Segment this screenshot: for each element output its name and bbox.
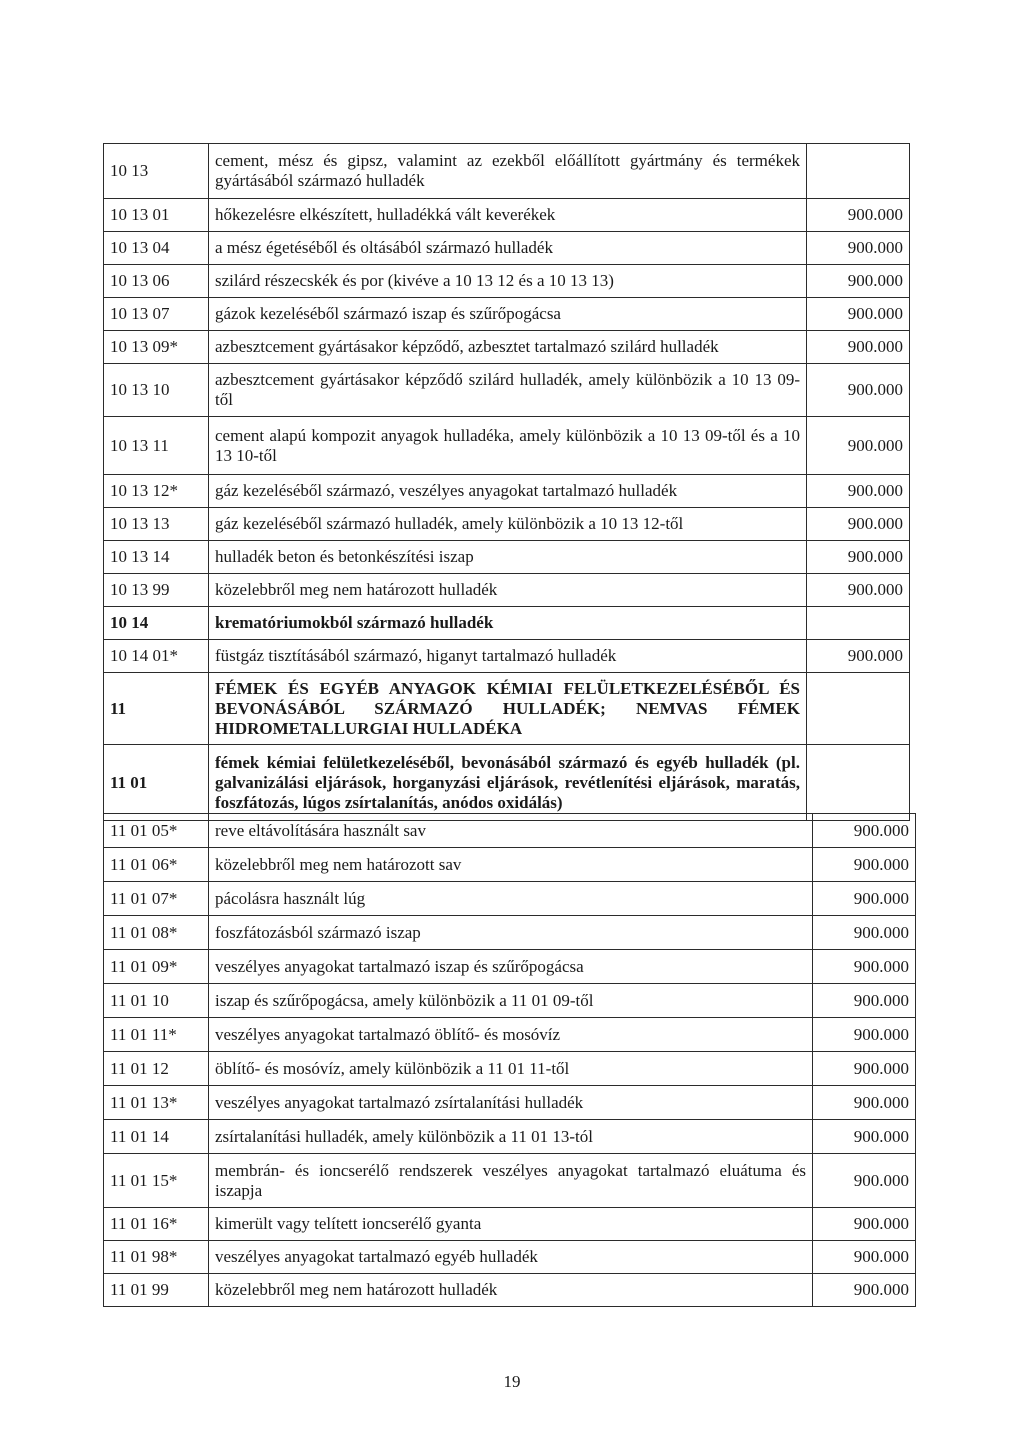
waste-code: 10 13 06	[104, 265, 209, 298]
table-row	[104, 848, 916, 882]
waste-description: hulladék beton és betonkészítési iszap	[209, 541, 807, 574]
waste-code: 10 13 12*	[104, 475, 209, 508]
waste-code: 10 13 99	[104, 574, 209, 607]
table-row	[104, 1018, 916, 1052]
waste-code: 11 01 16*	[104, 1208, 209, 1241]
waste-description: közelebbről meg nem határozott hulladék	[209, 1274, 813, 1307]
waste-amount: 900.000	[807, 265, 910, 298]
waste-amount: 900.000	[807, 508, 910, 541]
waste-code: 10 13 10	[104, 364, 209, 417]
waste-description: pácolásra használt lúg	[209, 882, 813, 916]
table-row	[104, 1208, 916, 1241]
waste-amount: 900.000	[813, 1154, 916, 1208]
waste-description: kimerült vagy telített ioncserélő gyanta	[209, 1208, 813, 1241]
table-row	[104, 640, 910, 673]
table-row	[104, 916, 916, 950]
table-row	[104, 508, 910, 541]
waste-description: FÉMEK ÉS EGYÉB ANYAGOK KÉMIAI FELÜLETKEZELÉSÉBŐL ÉS BEVONÁSÁBÓL SZÁRMAZÓ HULLADÉK; NEMVAS FÉMEK HIDROMETALLURGIAI HULLADÉKA	[209, 673, 807, 745]
waste-description: öblítő- és mosóvíz, amely különbözik a 11 01 11-től	[209, 1052, 813, 1086]
waste-code: 11 01 10	[104, 984, 209, 1018]
waste-code: 11 01 05*	[104, 814, 209, 848]
waste-description: veszélyes anyagokat tartalmazó egyéb hulladék	[209, 1241, 813, 1274]
waste-amount: 900.000	[807, 640, 910, 673]
waste-description: a mész égetéséből és oltásából származó hulladék	[209, 232, 807, 265]
waste-amount: 900.000	[807, 574, 910, 607]
table-row	[104, 298, 910, 331]
waste-description: gáz kezeléséből származó, veszélyes anyagokat tartalmazó hulladék	[209, 475, 807, 508]
table-row	[104, 1154, 916, 1208]
table-row	[104, 331, 910, 364]
table-row	[104, 265, 910, 298]
waste-code: 11 01	[104, 745, 209, 821]
waste-code: 10 13 11	[104, 417, 209, 475]
waste-code: 11 01 14	[104, 1120, 209, 1154]
waste-description: krematóriumokból származó hulladék	[209, 607, 807, 640]
page-number: 19	[503, 1372, 521, 1391]
waste-amount: 900.000	[807, 232, 910, 265]
table-row	[104, 814, 916, 848]
waste-description: gázok kezeléséből származó iszap és szűrőpogácsa	[209, 298, 807, 331]
waste-code: 10 13 14	[104, 541, 209, 574]
table-row	[104, 144, 910, 199]
table-row	[104, 1274, 916, 1307]
waste-amount: 900.000	[813, 882, 916, 916]
table-row	[104, 950, 916, 984]
waste-table-bottom	[103, 813, 916, 1307]
waste-description: hőkezelésre elkészített, hulladékká vált keverékek	[209, 199, 807, 232]
waste-code: 10 13 07	[104, 298, 209, 331]
waste-table-top	[103, 143, 910, 821]
waste-code: 11 01 08*	[104, 916, 209, 950]
waste-code: 10 13 13	[104, 508, 209, 541]
waste-description: reve eltávolítására használt sav	[209, 814, 813, 848]
waste-amount: 900.000	[807, 298, 910, 331]
waste-amount: 900.000	[807, 199, 910, 232]
waste-amount: 900.000	[807, 541, 910, 574]
waste-amount	[807, 607, 910, 640]
waste-amount: 900.000	[813, 950, 916, 984]
waste-description: veszélyes anyagokat tartalmazó zsírtalanítási hulladék	[209, 1086, 813, 1120]
waste-amount: 900.000	[813, 1086, 916, 1120]
waste-amount: 900.000	[807, 364, 910, 417]
waste-code: 11 01 11*	[104, 1018, 209, 1052]
waste-code: 11 01 09*	[104, 950, 209, 984]
waste-code: 11 01 99	[104, 1274, 209, 1307]
waste-description: szilárd részecskék és por (kivéve a 10 13 12 és a 10 13 13)	[209, 265, 807, 298]
table-row	[104, 232, 910, 265]
waste-amount: 900.000	[807, 475, 910, 508]
waste-amount: 900.000	[813, 1241, 916, 1274]
table-row	[104, 984, 916, 1018]
waste-description: membrán- és ioncserélő rendszerek veszélyes anyagokat tartalmazó eluátuma és iszapja	[209, 1154, 813, 1208]
waste-description: foszfátozásból származó iszap	[209, 916, 813, 950]
table-row	[104, 1120, 916, 1154]
waste-description: veszélyes anyagokat tartalmazó iszap és szűrőpogácsa	[209, 950, 813, 984]
waste-amount: 900.000	[813, 848, 916, 882]
waste-code: 10 14	[104, 607, 209, 640]
waste-description: iszap és szűrőpogácsa, amely különbözik a 11 01 09-től	[209, 984, 813, 1018]
table-row	[104, 417, 910, 475]
waste-description: veszélyes anyagokat tartalmazó öblítő- és mosóvíz	[209, 1018, 813, 1052]
table-row	[104, 745, 910, 821]
waste-code: 11 01 06*	[104, 848, 209, 882]
table-row	[104, 607, 910, 640]
waste-amount	[807, 745, 910, 821]
waste-description: zsírtalanítási hulladék, amely különbözik a 11 01 13-tól	[209, 1120, 813, 1154]
table-row	[104, 1241, 916, 1274]
waste-amount: 900.000	[813, 814, 916, 848]
table-row	[104, 364, 910, 417]
waste-amount: 900.000	[813, 1208, 916, 1241]
table-row	[104, 673, 910, 745]
waste-amount	[807, 673, 910, 745]
waste-description: cement alapú kompozit anyagok hulladéka, amely különbözik a 10 13 09-től és a 10 13 10-től	[209, 417, 807, 475]
waste-code: 10 13 04	[104, 232, 209, 265]
waste-code: 10 13 09*	[104, 331, 209, 364]
waste-code: 11 01 98*	[104, 1241, 209, 1274]
table-row	[104, 541, 910, 574]
waste-code: 11 01 07*	[104, 882, 209, 916]
waste-description: cement, mész és gipsz, valamint az ezekből előállított gyártmány és termékek gyártásából származó hulladék	[209, 144, 807, 199]
waste-code: 11 01 12	[104, 1052, 209, 1086]
waste-code: 10 13	[104, 144, 209, 199]
waste-code: 10 14 01*	[104, 640, 209, 673]
table-row	[104, 574, 910, 607]
waste-amount: 900.000	[807, 331, 910, 364]
waste-code: 11	[104, 673, 209, 745]
waste-code: 11 01 13*	[104, 1086, 209, 1120]
table-row	[104, 1086, 916, 1120]
waste-amount: 900.000	[813, 984, 916, 1018]
waste-amount	[807, 144, 910, 199]
waste-description: fémek kémiai felületkezeléséből, bevonásából származó és egyéb hulladék (pl. galvanizálási eljárások, horganyzási eljárások, revétlenítési eljárások, maratás, foszfátozás, lúgos zsírtalanítás, anódos oxidálás)	[209, 745, 807, 821]
waste-amount: 900.000	[813, 1120, 916, 1154]
waste-amount: 900.000	[813, 1274, 916, 1307]
table-row	[104, 475, 910, 508]
table-row	[104, 1052, 916, 1086]
waste-amount: 900.000	[813, 916, 916, 950]
waste-description: azbesztcement gyártásakor képződő szilárd hulladék, amely különbözik a 10 13 09-től	[209, 364, 807, 417]
waste-amount: 900.000	[813, 1018, 916, 1052]
waste-code: 11 01 15*	[104, 1154, 209, 1208]
waste-description: füstgáz tisztításából származó, higanyt tartalmazó hulladék	[209, 640, 807, 673]
waste-code: 10 13 01	[104, 199, 209, 232]
waste-amount: 900.000	[813, 1052, 916, 1086]
waste-description: közelebbről meg nem határozott sav	[209, 848, 813, 882]
waste-amount: 900.000	[807, 417, 910, 475]
waste-description: gáz kezeléséből származó hulladék, amely különbözik a 10 13 12-től	[209, 508, 807, 541]
table-row	[104, 882, 916, 916]
waste-description: közelebbről meg nem határozott hulladék	[209, 574, 807, 607]
waste-description: azbesztcement gyártásakor képződő, azbesztet tartalmazó szilárd hulladék	[209, 331, 807, 364]
table-row	[104, 199, 910, 232]
